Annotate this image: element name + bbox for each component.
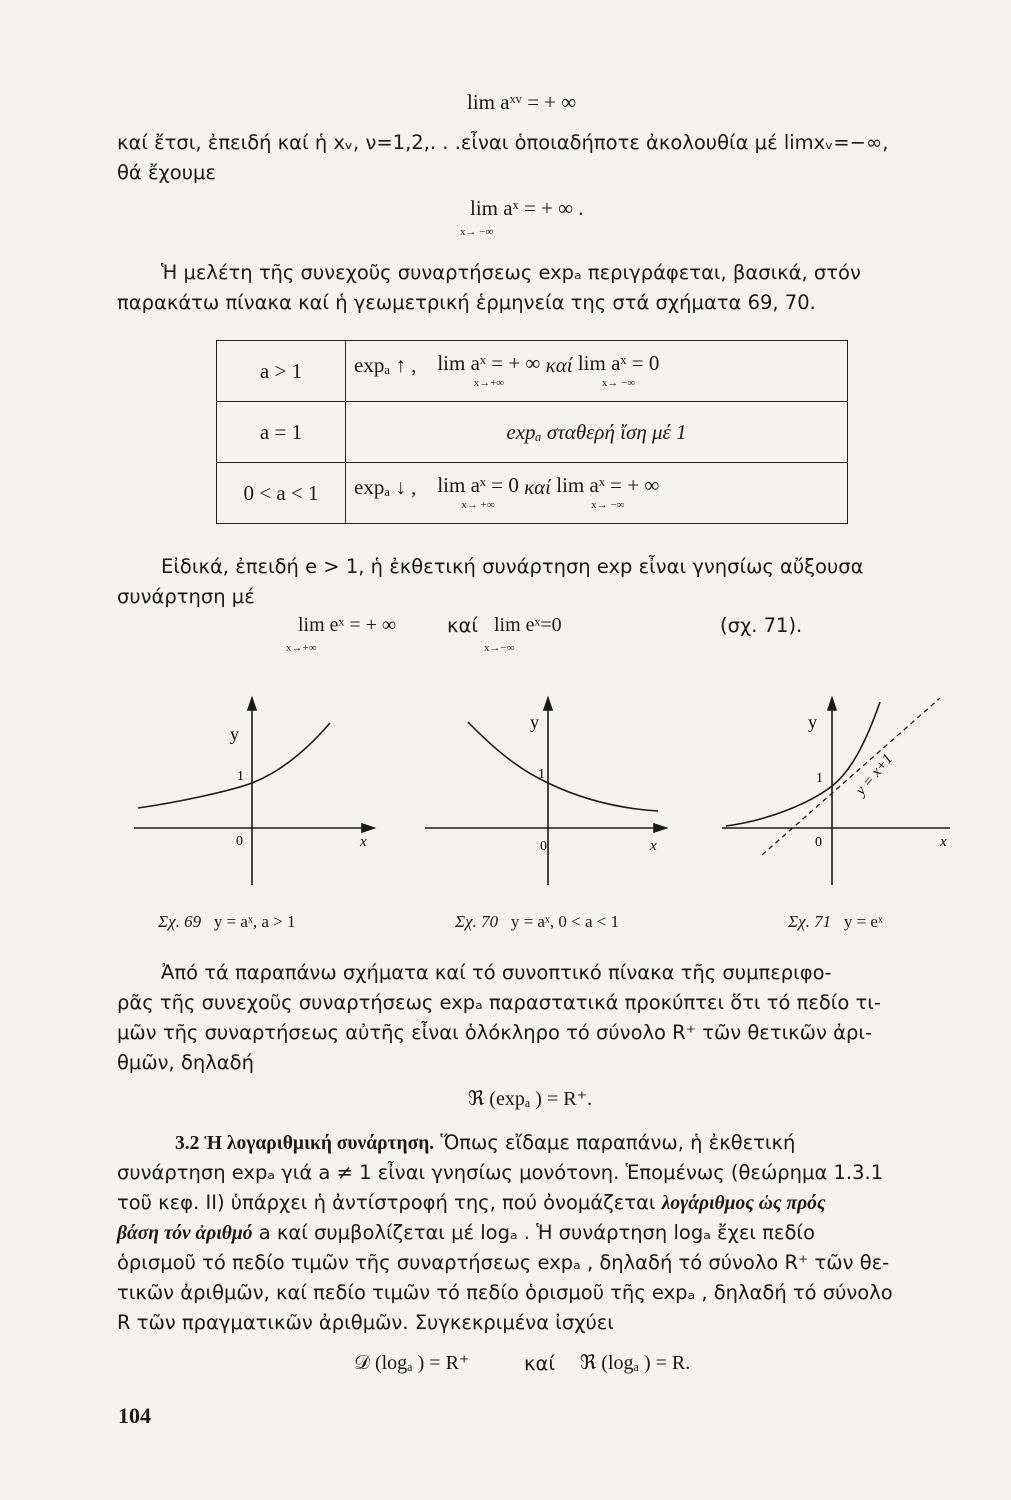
figure-caption: [158, 912, 296, 932]
limit-2: [578, 353, 660, 389]
figures: [0, 690, 1011, 905]
arrow-icon: [828, 698, 836, 710]
label-one: 1: [538, 767, 545, 782]
limit-sub: x→+∞: [286, 642, 317, 654]
label-zero: 0: [540, 839, 547, 854]
conjunction: καί: [524, 475, 552, 499]
label-one: 1: [816, 771, 823, 786]
defined-term: λογάριθμος ὡς πρός: [661, 1193, 826, 1214]
limit-expression: lim aˣ = + ∞ .: [470, 196, 584, 220]
paragraph-line: [117, 1188, 995, 1219]
limit-text: lim aˣ = + ∞: [437, 351, 541, 375]
caption-number: Σχ. 70: [455, 912, 499, 931]
axis-label-x: x: [650, 838, 657, 854]
limit-formula: [470, 195, 584, 222]
tangent-line: [762, 698, 940, 855]
label-one: 1: [237, 769, 244, 784]
conjunction: καί: [447, 614, 478, 637]
arrow-icon: [654, 824, 666, 832]
asymptote-label: y = x+1: [852, 751, 897, 799]
paragraph-line: παρακάτω πίνακα καί ἡ γεωμετρική ἑρμηνεία της στά σχήματα 69, 70.: [117, 291, 816, 314]
limit-1: [437, 475, 519, 511]
figure-reference: (σχ. 71).: [720, 614, 803, 637]
table-cell-condition: 0 < a < 1: [217, 463, 346, 524]
caption-number: Σχ. 71: [788, 912, 832, 931]
paragraph-line: Ἀπό τά παραπάνω σχήματα καί τό συνοπτικό πίνακα τῆς συμπεριφο-: [161, 961, 832, 984]
conjunction: καί: [545, 353, 573, 377]
caption-equation: y = eˣ: [843, 912, 883, 931]
figure-69: [134, 698, 374, 885]
label-zero: 0: [815, 835, 822, 850]
conjunction: καί: [524, 1352, 555, 1375]
limit-text: lim aˣ = + ∞: [556, 473, 660, 497]
limit-text: lim aˣ = 0: [577, 351, 660, 375]
table-cell-behavior: [346, 463, 848, 524]
paragraph-line: συνάρτηση expₐ γιά a ≠ 1 εἶναι γνησίως μονότονη. Ἑπομένως (θεώρημα 1.3.1: [117, 1161, 884, 1184]
limit-sub: x→−∞: [484, 642, 515, 654]
paragraph-line: R τῶν πραγματικῶν ἀριθμῶν. Συγκεκριμένα ἰσχύει: [117, 1311, 614, 1334]
arrow-icon: [248, 698, 256, 710]
text-span: τοῦ κεφ. ΙΙ) ὑπάρχει ἡ ἀντίστροφή της, πού ὀνομάζεται: [117, 1191, 656, 1214]
paragraph-line: ρᾶς τῆς συνεχοῦς συναρτήσεως expₐ παραστατικά προκύπτει ὅτι τό πεδίο τι-: [117, 991, 881, 1014]
limit-1: [437, 353, 540, 389]
figure-71: [722, 698, 950, 885]
curve-e-x: [726, 702, 880, 826]
page-number: 104: [118, 1403, 151, 1428]
table-cell-condition: a > 1: [217, 341, 346, 402]
range-equation: ℜ (expₐ ) = R⁺.: [468, 1088, 593, 1110]
section-heading: 3.2 Ἡ λογαριθμική συνάρτηση.: [175, 1133, 435, 1154]
table-row: [217, 402, 848, 463]
table-cell-behavior: [346, 341, 848, 402]
table-row: [217, 341, 848, 402]
label-zero: 0: [236, 834, 243, 849]
domain-equation: 𝒟 (logₐ ) = R⁺: [354, 1352, 470, 1374]
paragraph-line: συνάρτηση μέ: [117, 585, 255, 608]
limit-e-minus: lim eˣ=0: [494, 614, 562, 636]
table-cell-condition: a = 1: [217, 402, 346, 463]
limit-sub: x→ −∞: [601, 377, 636, 389]
table-row: [217, 463, 848, 524]
caption-equation: y = aˣ, 0 < a < 1: [510, 912, 620, 931]
range-equation: ℜ (logₐ ) = R.: [580, 1352, 691, 1374]
limit-sub: x→ −∞: [591, 499, 625, 511]
text-line: θά ἔχουμε: [117, 161, 216, 184]
paragraph-line: μῶν τῆς συναρτήσεως αὐτῆς εἶναι ὁλόκληρο τό σύνολο R⁺ τῶν θετικῶν ἀρι-: [117, 1021, 872, 1044]
limit-formula-top: lim aˣᵛ = + ∞: [467, 90, 577, 114]
figure-caption: [788, 912, 883, 932]
arrow-icon: [544, 698, 552, 710]
defined-term: βάση τόν ἀριθμό: [117, 1223, 253, 1244]
limit-2: [556, 475, 659, 511]
paragraph-line: Εἰδικά, ἐπειδή e > 1, ἡ ἐκθετική συνάρτηση exp εἶναι γνησίως αὔξουσα: [161, 555, 864, 578]
paragraph-line: θμῶν, δηλαδή: [117, 1051, 254, 1074]
limit-text: lim aˣ = 0: [437, 473, 519, 497]
arrow-icon: [362, 824, 374, 832]
paragraph-line: Ἡ μελέτη τῆς συνεχοῦς συναρτήσεως expₐ περιγράφεται, βασικά, στόν: [161, 261, 861, 284]
paragraph-line: ὁρισμοῦ τό πεδίο τιμῶν τῆς συναρτήσεως expₐ , δηλαδή τό σύνολο R⁺ τῶν θε-: [117, 1251, 890, 1274]
text-span: Ὅπως εἴδαμε παραπάνω, ἡ ἐκθετική: [440, 1131, 796, 1154]
axis-label-x: x: [940, 834, 947, 850]
caption-equation: y = aˣ, a > 1: [213, 912, 296, 931]
axis-label-y: y: [230, 724, 239, 744]
text-span: a καί συμβολίζεται μέ logₐ . Ἡ συνάρτηση logₐ ἔχει πεδίο: [258, 1221, 815, 1244]
limit-subscript: x→ −∞: [460, 226, 494, 238]
text-line: καί ἔτσι, ἐπειδή καί ἡ xᵥ, ν=1,2,. . .εἶναι ὁποιαδήποτε ἀκολουθία μέ limxᵥ=−∞,: [117, 131, 889, 154]
limit-sub: x→+∞: [473, 377, 505, 389]
axis-label-y: y: [530, 712, 539, 732]
table-cell-behavior: expₐ σταθερή ἴση μέ 1: [346, 402, 848, 463]
function-monotonicity: expₐ ↓ ,: [354, 475, 417, 499]
section-paragraph: [117, 1128, 995, 1159]
caption-number: Σχ. 69: [158, 912, 202, 931]
figure-70: [425, 698, 666, 885]
curve-a-less-1: [468, 722, 658, 811]
axis-label-x: x: [360, 834, 367, 850]
figure-caption: [455, 912, 619, 932]
paragraph-line: τικῶν ἀριθμῶν, καί πεδίο τιμῶν τό πεδίο ὁρισμοῦ τῆς expₐ , δηλαδή τό σύνολο: [117, 1281, 893, 1304]
exp-behavior-table: [216, 340, 848, 524]
limit-sub: x→ +∞: [461, 499, 495, 511]
function-monotonicity: expₐ ↑ ,: [354, 353, 417, 377]
axis-label-y: y: [808, 712, 817, 732]
limit-e-plus: lim eˣ = + ∞: [298, 614, 397, 636]
paragraph-line: [117, 1218, 995, 1249]
